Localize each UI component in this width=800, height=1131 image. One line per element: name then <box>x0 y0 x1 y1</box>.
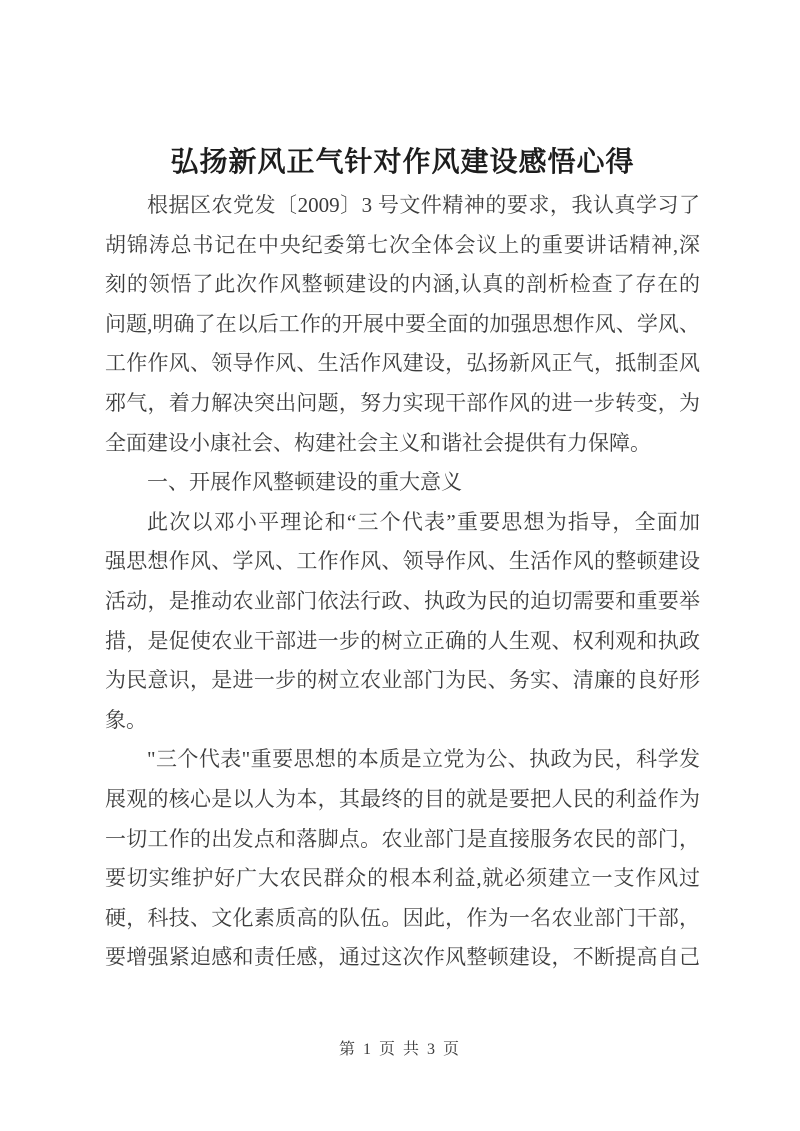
text-line: 刻的领悟了此次作风整顿建设的内涵,认真的剖析检查了存在的 <box>105 272 700 297</box>
document-title: 弘扬新风正气针对作风建设感悟心得 <box>170 147 635 178</box>
text-line: 此次以邓小平理论和“三个代表”重要思想为指导，全面加 <box>147 509 700 534</box>
text-line: "三个代表"重要思想的本质是立党为公、执政为民，科学发 <box>147 747 700 772</box>
text-line: 胡锦涛总书记在中央纪委第七次全体会议上的重要讲话精神,深 <box>105 232 700 257</box>
text-line: 为民意识，是进一步的树立农业部门为民、务实、清廉的良好形 <box>105 668 700 693</box>
text-line: 硬，科技、文化素质高的队伍。因此，作为一名农业部门干部， <box>105 905 700 930</box>
text-line: 工作作风、领导作风、生活作风建设，弘扬新风正气，抵制歪风 <box>105 351 700 376</box>
text-line: 根据区农党发〔2009〕3 号文件精神的要求，我认真学习了 <box>147 193 700 217</box>
text-line: 邪气，着力解决突出问题，努力实现干部作风的进一步转变，为 <box>105 390 700 415</box>
text-line: 一切工作的出发点和落脚点。农业部门是直接服务农民的部门， <box>105 826 700 851</box>
document-body <box>105 186 700 978</box>
section-heading-line: 一、开展作风整顿建设的重大意义 <box>147 470 462 495</box>
text-line: 展观的核心是以人为本，其最终的目的就是要把人民的利益作为 <box>105 786 700 811</box>
text-line: 要切实维护好广大农民群众的根本利益,就必须建立一支作风过 <box>105 866 700 891</box>
text-line: 措，是促使农业干部进一步的树立正确的人生观、权利观和执政 <box>105 628 700 653</box>
text-line: 全面建设小康社会、构建社会主义和谐社会提供有力保障。 <box>105 430 651 455</box>
page-footer <box>0 1038 800 1062</box>
text-line: 强思想作风、学风、工作作风、领导作风、生活作风的整顿建设 <box>105 549 700 574</box>
text-line: 问题,明确了在以后工作的开展中要全面的加强思想作风、学风、 <box>105 311 700 336</box>
text-line: 象。 <box>105 707 147 732</box>
text-line: 要增强紧迫感和责任感，通过这次作风整顿建设，不断提高自己 <box>105 945 700 970</box>
text-line: 活动，是推动农业部门依法行政、执政为民的迫切需要和重要举 <box>105 588 700 613</box>
page-number-label: 第 1 页 共 3 页 <box>338 1041 461 1058</box>
